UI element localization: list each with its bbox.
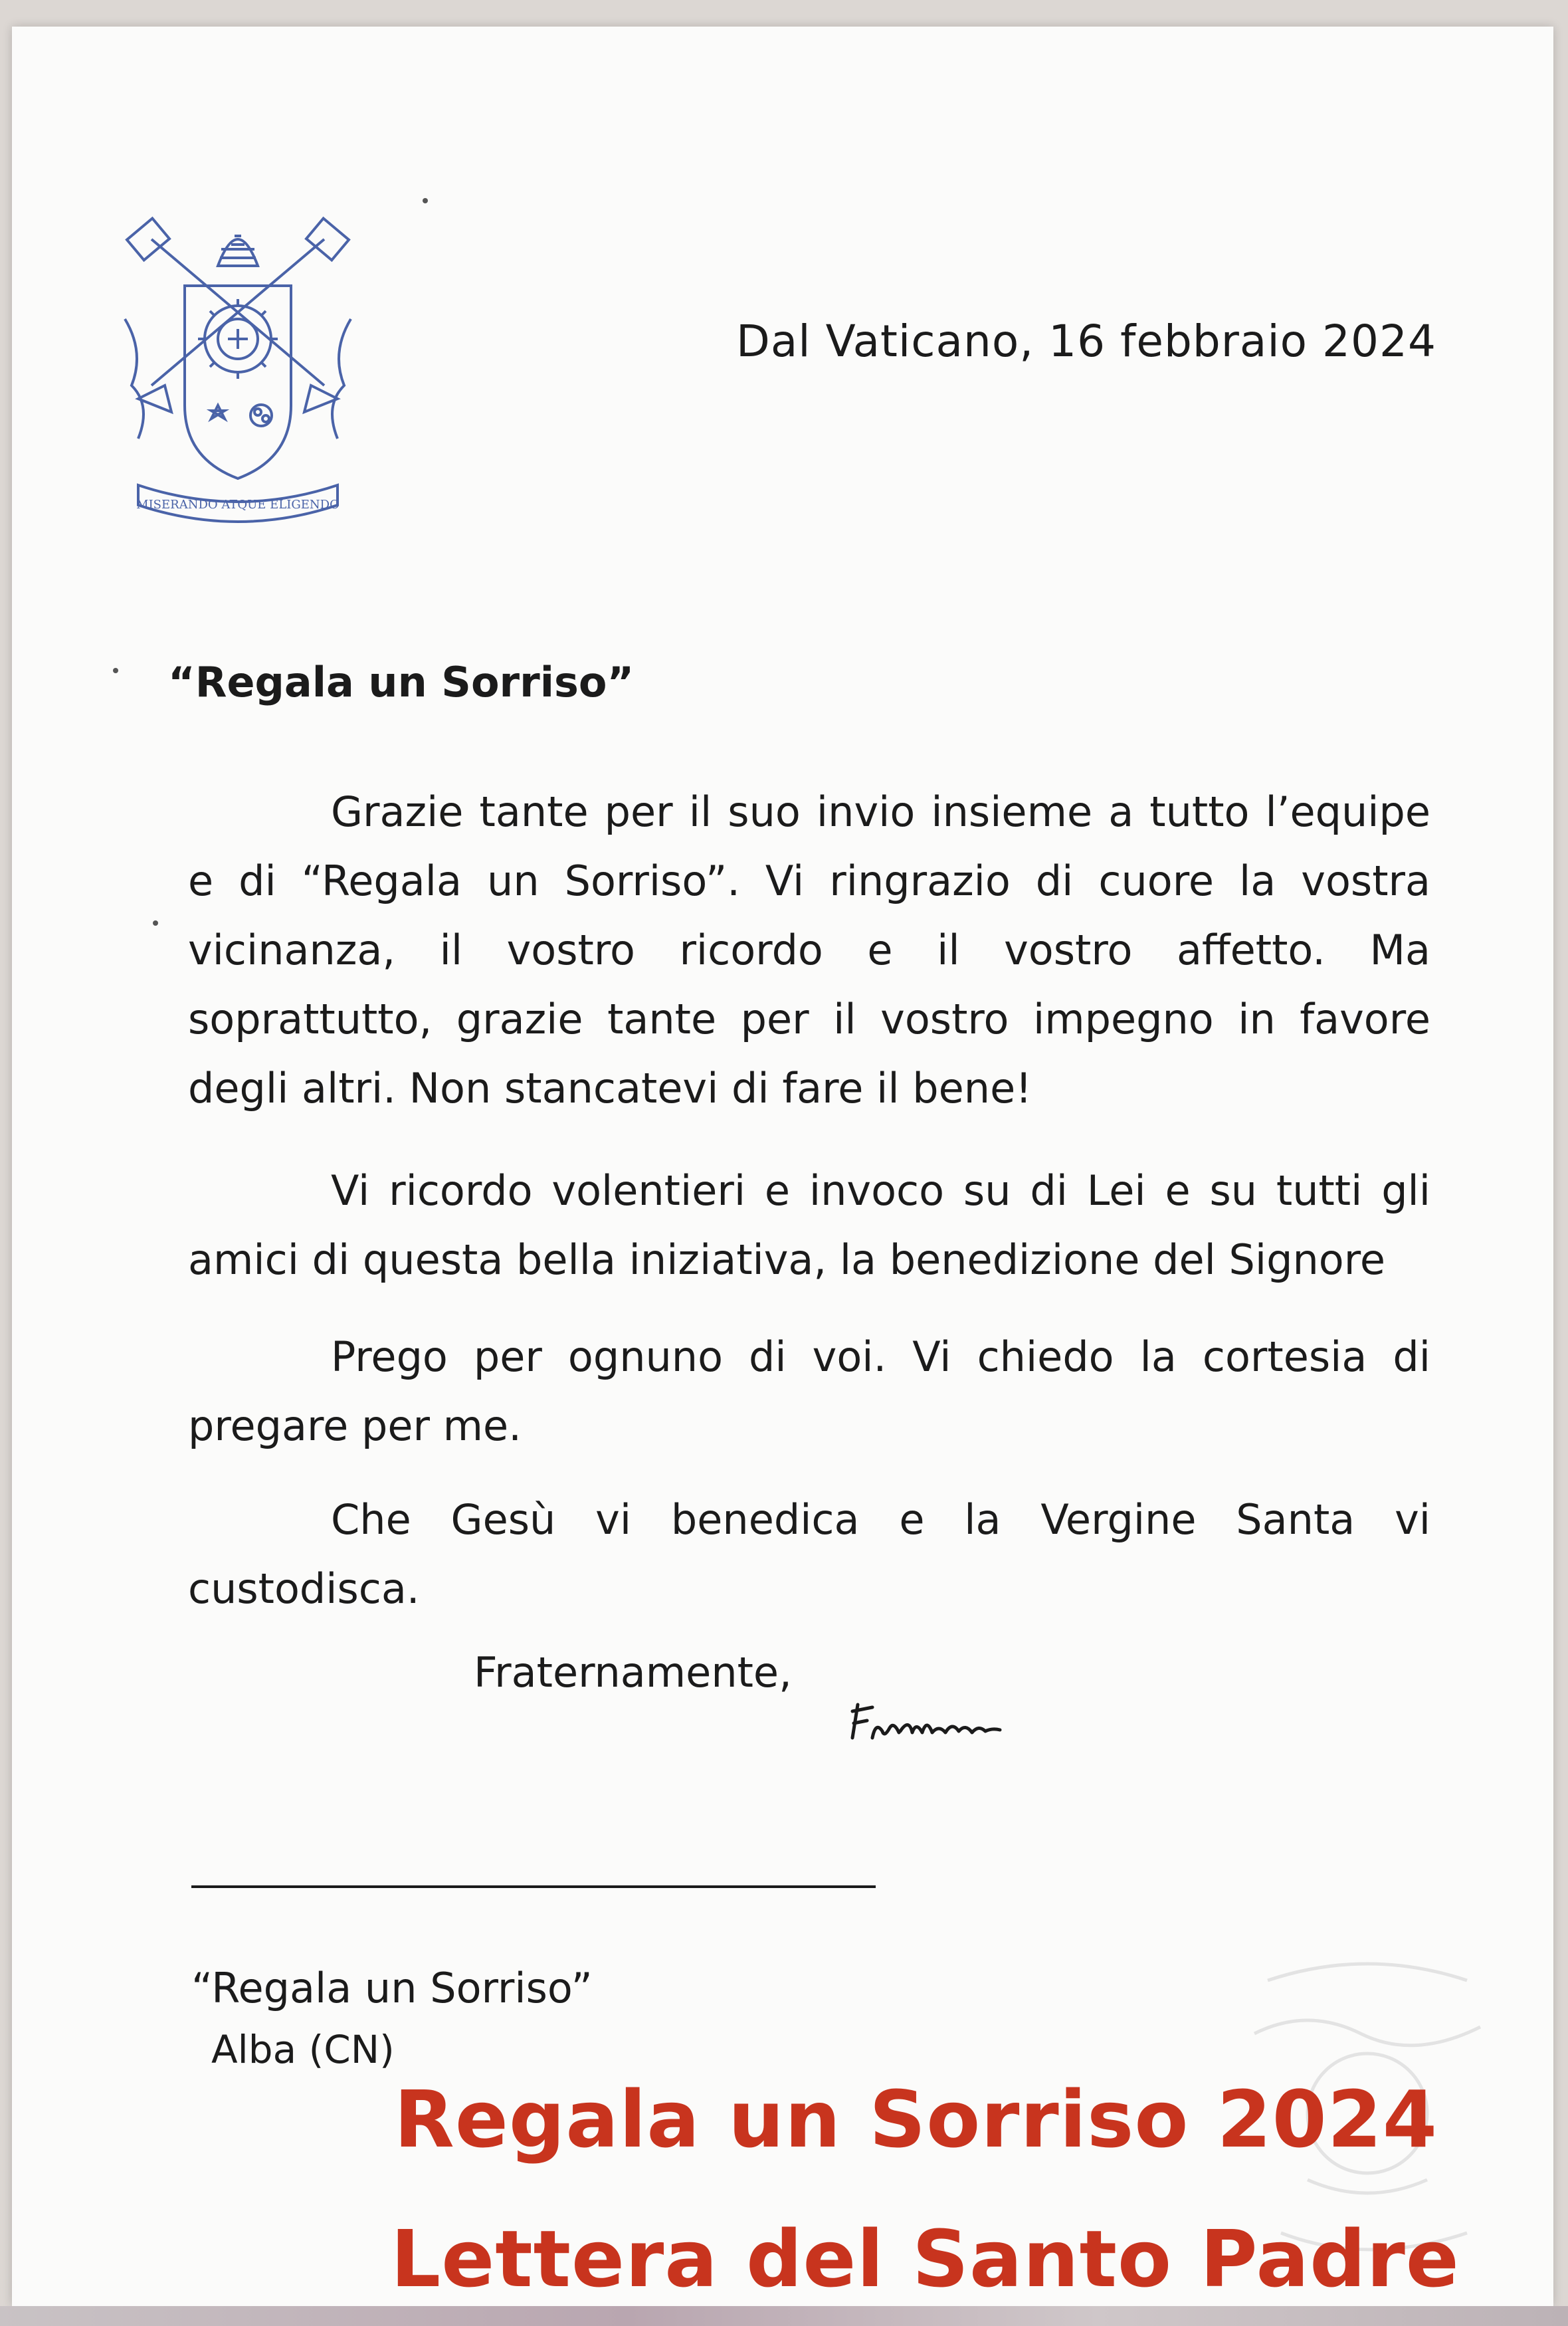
letter-paragraph-4: Che Gesù vi benedica e la Vergine Santa vi custodisca.	[188, 1495, 1430, 1613]
letter-paragraph-2: Vi ricordo volentieri e invoco su di Lei e su tutti gli amici di questa bella iniziativa, la benedizione del Signore	[188, 1166, 1430, 1284]
letter-sheet	[12, 27, 1553, 2306]
letter-paragraph-3: Prego per ognuno di voi. Vi chiedo la cortesia di pregare per me.	[188, 1332, 1430, 1450]
letter-paragraph-1: Grazie tante per il suo invio insieme a tutto l’equipe e di “Regala un Sorriso”. Vi ringrazio di cuore la vostra vicinanza, il vostro ricordo e il vostro affetto. Ma soprattutto, grazie tante per il vostro impegno in favore degli altri. Non stancatevi di fare il bene!	[188, 788, 1430, 1112]
recipient-place: Alba (CN)	[211, 2027, 395, 2072]
ink-speck	[423, 198, 428, 203]
letter-closing: Fraternamente,	[474, 1648, 792, 1697]
signature-rule	[191, 1885, 876, 1888]
recipient-name: “Regala un Sorriso”	[191, 1964, 593, 2012]
ink-speck	[153, 920, 158, 926]
papal-coat-of-arms	[112, 186, 364, 532]
photo-bottom-edge	[0, 2306, 1568, 2326]
handwritten-signature	[846, 1691, 1045, 1751]
overlay-title-line-1: Regala un Sorriso 2024	[394, 2073, 1438, 2165]
letter-date: Dal Vaticano, 16 febbraio 2024	[736, 316, 1436, 367]
crest-motto: MISERANDO ATQUE ELIGENDO	[136, 498, 340, 512]
ink-speck	[113, 668, 118, 673]
overlay-title-line-2: Lettera del Santo Padre	[391, 2213, 1460, 2305]
letter-heading: “Regala un Sorriso”	[168, 658, 635, 706]
